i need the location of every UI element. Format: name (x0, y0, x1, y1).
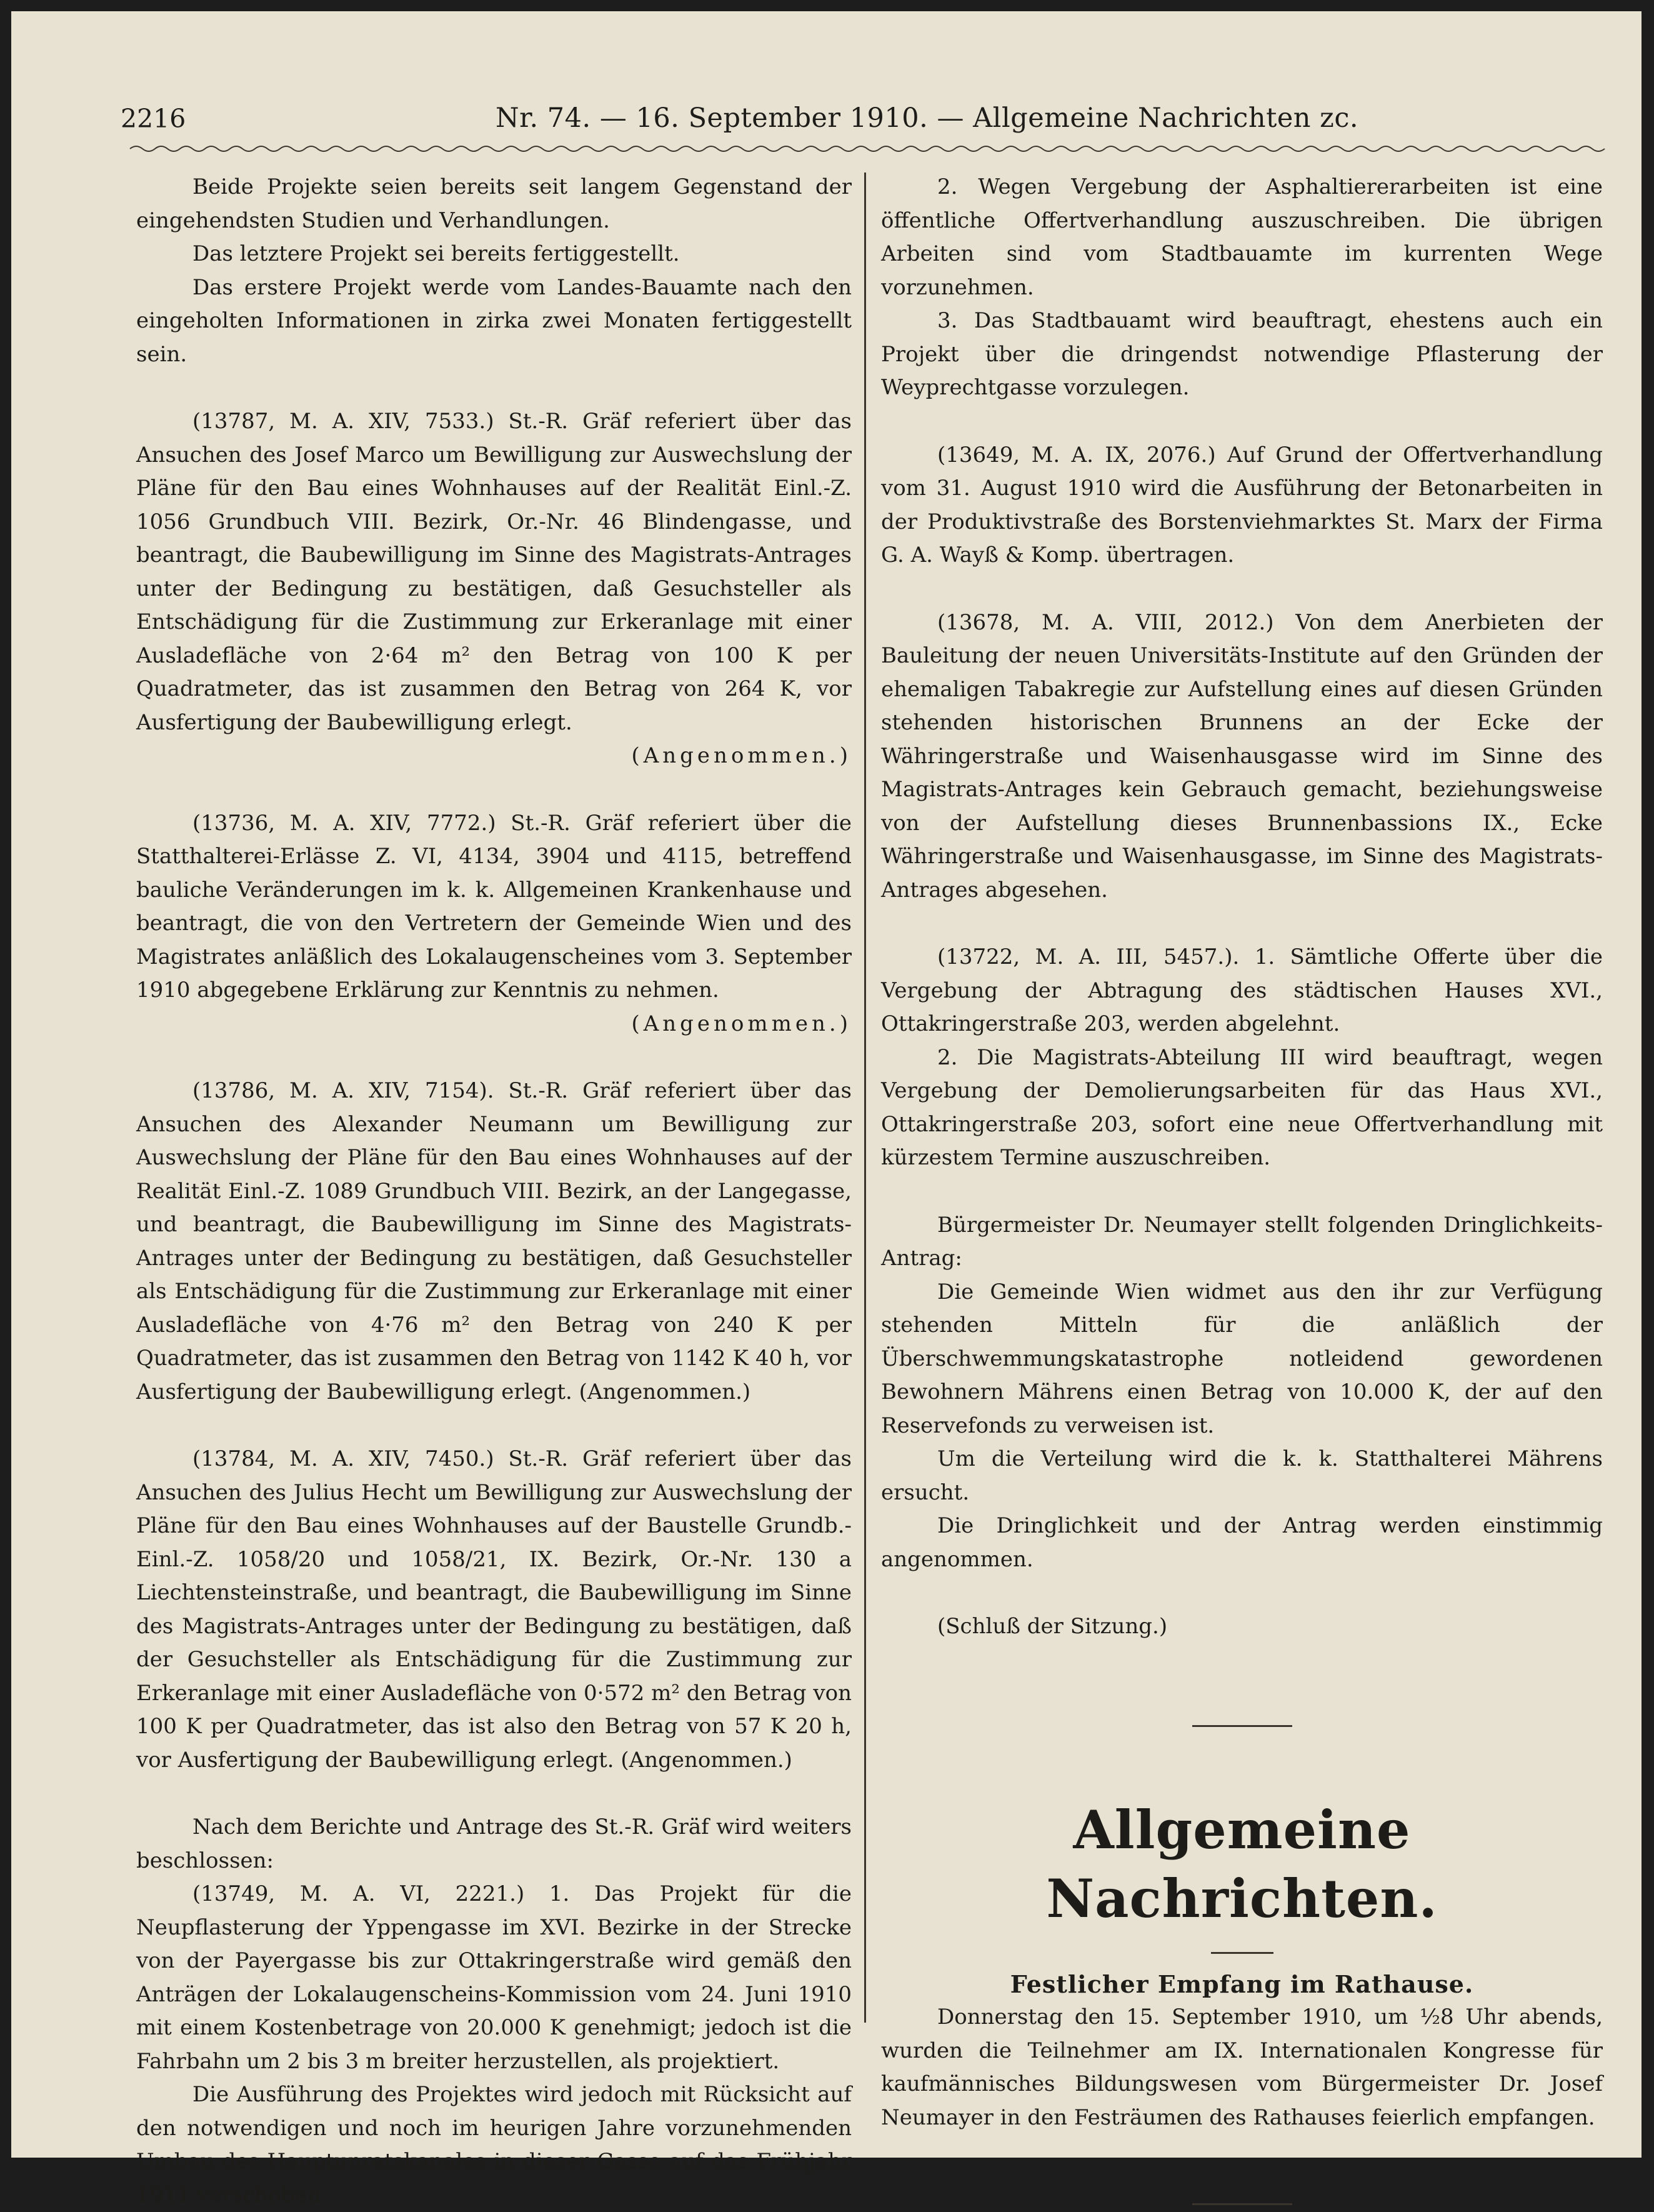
paragraph: (13786, M. A. XIV, 7154). St.-R. Gräf referiert über das Ansuchen des Alexander Neumann um Bewilligung zur Auswechslung der Pläne für den Bau eines Wohnhauses auf der Realität Einl.-Z. 1089 Grundbuch VIII. Bezirk, an der Langegasse, und beantragt, die Baubewilligung im Sinne des Magistrats-Antrages unter der Bedingung zu bestätigen, daß Gesuchsteller als Entschädigung für die Zustimmung zur Erkeranlage mit einer Ausladefläche von 4·76 m² den Betrag von 240 K per Quadratmeter, das ist zusammen den Betrag von 1142 K 40 h, vor Ausfertigung der Baubewilligung erlegt. (Angenommen.) (136, 1078, 852, 1404)
paragraph: (13787, M. A. XIV, 7533.) St.-R. Gräf referiert über das Ansuchen des Josef Marco um Bewilligung zur Auswechslung der Pläne für den Bau eines Wohnhauses auf der Realität Einl.-Z. 1056 Grundbuch VIII. Bezirk, Or.-Nr. 46 Blindengasse, und beantragt, die Baubewilligung im Sinne des Magistrats-Antrages unter der Bedingung zu bestätigen, daß Gesuchsteller als Entschädigung für die Zustimmung zur Erkeranlage mit einer Ausladefläche von 2·64 m² den Betrag von 100 K per Quadratmeter, das ist zusammen den Betrag von 264 K, vor Ausfertigung der Baubewilligung erlegt. (136, 409, 852, 735)
article-body: Donnerstag den 15. September 1910, um ½8 Uhr abends, wurden die Teilnehmer am IX. Internationalen Kongresse für kaufmännisches Bildungswesen vom Bürgermeister Dr. Josef Neumayer in den Festräumen des Rathauses feierlich empfangen. (881, 2004, 1603, 2130)
newspaper-page (11, 11, 1642, 2208)
page-header (121, 91, 1558, 141)
paragraph: (13649, M. A. IX, 2076.) Auf Grund der Offertverhandlung vom 31. August 1910 wird die Ausführung der Betonarbeiten in der Produktivstraße des Borstenviehmarktes St. Marx der Firma G. A. Wayß & Komp. übertragen. (881, 442, 1603, 568)
paragraph: Das letztere Projekt sei bereits fertiggestellt. (192, 241, 680, 266)
paragraph: (13722, M. A. III, 5457.). 1. Sämtliche Offerte über die Vergebung der Abtragung des städtischen Hauses XVI., Ottakringerstraße 203, werden abgelehnt. (881, 944, 1603, 1036)
paragraph: Bürgermeister Dr. Neumayer stellt folgenden Dringlichkeits-Antrag: (881, 1212, 1603, 1271)
paragraph: 2. Die Magistrats-Abteilung III wird beauftragt, wegen Vergebung der Demolierungsarbeiten für das Haus XVI., Ottakringerstraße 203, sofort eine neue Offertverhandlung mit kürzestem Termine auszuschreiben. (881, 1044, 1603, 1170)
paragraph: (13736, M. A. XIV, 7772.) St.-R. Gräf referiert über die Statthalterei-Erlässe Z. VI, 4134, 3904 und 4115, betreffend bauliche Veränderungen im k. k. Allgemeinen Krankenhause und beantragt, die von den Vertretern der Gemeinde Wien und des Magistrates anläßlich des Lokalaugenscheines vom 3. September 1910 abgegebene Erklärung zur Kenntnis zu nehmen. (136, 810, 852, 1003)
section-title: Allgemeine Nachrichten. (1046, 1798, 1438, 1929)
paragraph: (13678, M. A. VIII, 2012.) Von dem Anerbieten der Bauleitung der neuen Universitäts-Institute auf den Gründen der ehemaligen Tabakregie zur Aufstellung eines auf diesen Gründen stehenden historischen Brunnens an der Ecke der Währingerstraße und Waisenhausgasse wird im Sinne des Magistrats-Antrages kein Gebrauch gemacht, beziehungsweise von der Aufstellung dieses Brunnenbassions IX., Ecke Währingerstraße und Waisenhausgasse, im Sinne des Magistrats-Antrages abgesehen. (881, 609, 1603, 903)
paragraph: Nach dem Berichte und Antrage des St.-R. Gräf wird weiters beschlossen: (136, 1814, 852, 1873)
end-divider (1192, 2203, 1292, 2205)
paragraph: 2. Wegen Vergebung der Asphaltiererarbeiten ist eine öffentliche Offertverhandlung auszuschreiben. Die übrigen Arbeiten sind vom Stadtbauamte im kurrenten Wege vorzunehmen. (881, 174, 1603, 300)
left-column (136, 171, 852, 2212)
paragraph: (13749, M. A. VI, 2221.) 1. Das Projekt für die Neupflasterung der Yppengasse im XVI. Bezirke in der Strecke von der Payergasse bis zur Ottakringerstraße wird gemäß den Anträgen der Lokalaugenscheins-Kommission vom 24. Juni 1910 mit einem Kostenbetrage von 20.000 K genehmigt; jedoch ist die Fahrbahn um 2 bis 3 m breiter herzustellen, als projektiert. (136, 1881, 852, 2074)
wavy-rule (130, 143, 1605, 155)
paragraph: (Schluß der Sitzung.) (937, 1614, 1168, 1639)
article-headline: Festlicher Empfang im Rathause. (1010, 1969, 1474, 1998)
paragraph: (Angenommen.) (631, 743, 852, 768)
running-title: Nr. 74. — 16. September 1910. — Allgemeine Nachrichten zc. (496, 103, 1359, 134)
paragraph: (Angenommen.) (631, 1011, 852, 1036)
paragraph: 3. Das Stadtbauamt wird beauftragt, ehestens auch ein Projekt über die dringendst notwendige Pflasterung der Weyprechtgasse vorzulegen. (881, 308, 1603, 400)
right-column (881, 171, 1603, 2205)
page-number: 2216 (121, 104, 186, 134)
paragraph: (13784, M. A. XIV, 7450.) St.-R. Gräf referiert über das Ansuchen des Julius Hecht um Bewilligung zur Auswechslung der Pläne für den Bau eines Wohnhauses auf der Baustelle Grundb.-Einl.-Z. 1058/20 und 1058/21, IX. Bezirk, Or.-Nr. 130 a Liechtensteinstraße, und beantragt, die Baubewilligung im Sinne des Magistrats-Antrages unter der Bedingung zu bestätigen, daß der Gesuchsteller als Entschädigung für die Zustimmung zur Erkeranlage mit einer Ausladefläche von 0·572 m² den Betrag von 100 K per Quadratmeter, das ist also den Betrag von 57 K 20 h, vor Ausfertigung der Baubewilligung erlegt. (Angenommen.) (136, 1446, 852, 1773)
paragraph: Um die Verteilung wird die k. k. Statthalterei Mährens ersucht. (881, 1446, 1603, 1505)
paragraph: Die Dringlichkeit und der Antrag werden einstimmig angenommen. (881, 1513, 1603, 1572)
paragraph: Das erstere Projekt werde vom Landes-Bauamte nach den eingeholten Informationen in zirka zwei Monaten fertiggestellt sein. (136, 274, 852, 367)
paragraph: Beide Projekte seien bereits seit langem Gegenstand der eingehendsten Studien und Verhandlungen. (136, 174, 852, 233)
paragraph: Die Ausführung des Projektes wird jedoch mit Rücksicht auf den notwendigen und noch im heurigen Jahre vorzunehmenden Umbau des Hauptunratskanales in dieser Gasse auf das Frühjahr 1911 verschoben. (136, 2082, 852, 2208)
paragraph: Die Gemeinde Wien widmet aus den ihr zur Verfügung stehenden Mitteln für die anläßlich der Überschwemmungskatastrophe notleidend gewordenen Bewohnern Mährens einen Betrag von 10.000 K, der auf den Reservefonds zu verweisen ist. (881, 1279, 1603, 1438)
right-column-paragraphs (881, 171, 1603, 1644)
column-divider (864, 173, 866, 2023)
